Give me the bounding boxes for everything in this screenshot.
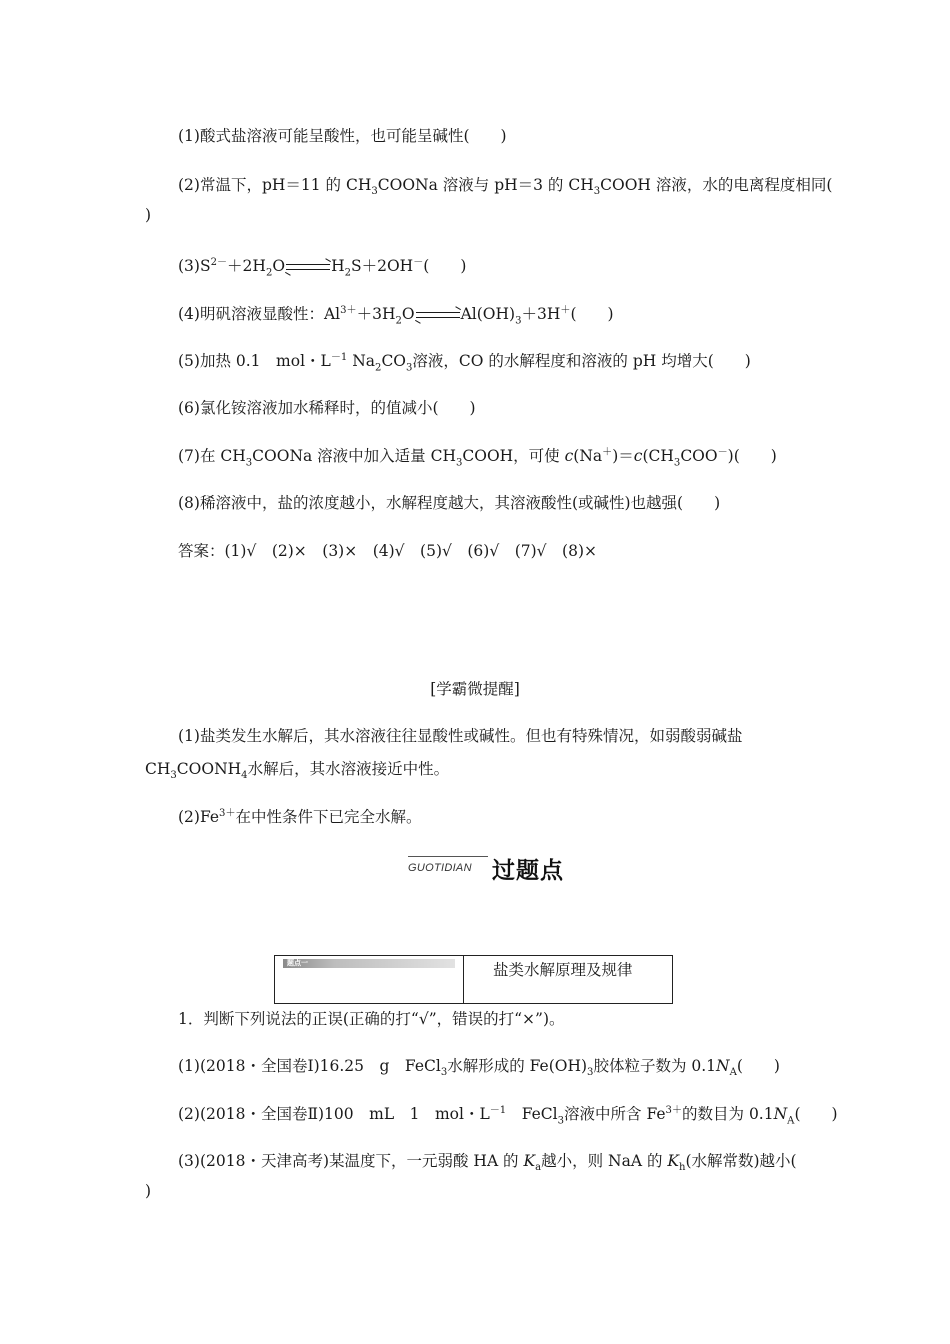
- tip-paragraph-1: (1)盐类发生水解后，其水溶液往往显酸性或碱性。但也有特殊情况，如弱酸弱碱盐: [178, 727, 743, 745]
- banner-rule: [408, 856, 488, 857]
- question-1: (1)(2018・全国卷Ⅰ)16.25 g FeCl$_3$水解形成的 $Fe(OH)_3$胶体粒子数为 $0.1N_A$( ): [178, 1057, 780, 1079]
- item-2: (2)常温下，pH＝11 的 $CH_3COONa$ 溶液与 pH＝3 的 $CH_3COOH$ 溶液，水的电离程度相同(: [178, 176, 833, 198]
- item-6: (6)氯化铵溶液加水稀释时，的值减小( ): [178, 399, 476, 417]
- question-3-tail: ): [145, 1182, 152, 1200]
- section-banner: [408, 852, 578, 882]
- item-3: $(3)S^{2-}+2H_2O$ $H_2S+2OH^-$( ): [178, 257, 467, 279]
- item-4: (4)明矾溶液显酸性：$Al^{3+}+3H_2O$ $Al(OH)_3+3H^+$( ): [178, 305, 614, 327]
- topic-badge: 题点一: [283, 959, 455, 968]
- question-stem: 1．判断下列说法的正误(正确的打“√”，错误的打“×”)。: [178, 1010, 565, 1028]
- item-5: (5)加热 0.1 mol・$L^{-1}$ $Na_2CO_3$溶液，CO 的水解程度和溶液的 pH 均增大( ): [178, 352, 751, 374]
- question-3: (3)(2018・天津高考)某温度下，一元弱酸 HA 的 $K_a$越小，则 NaA 的 $K_h$(水解常数)越小(: [178, 1152, 797, 1174]
- answer-line: 答案：(1)√ (2)× (3)× (4)√ (5)√ (6)√ (7)√ (8)×: [178, 542, 597, 560]
- banner-english: GUOTIDIAN: [408, 862, 472, 874]
- item-7: (7)在 $CH_3COONa$ 溶液中加入适量 $CH_3COOH$，可使 $c(Na^+)=c(CH_3COO^-)$( ): [178, 447, 777, 469]
- tip-title: [学霸微提醒]: [430, 680, 520, 698]
- tip-paragraph-2: $(2)Fe^{3+}$在中性条件下已完全水解。: [178, 808, 422, 827]
- banner-title: 过题点: [492, 858, 564, 884]
- topic-title: 盐类水解原理及规律: [493, 961, 633, 979]
- item-1: (1)酸式盐溶液可能呈酸性，也可能呈碱性( ): [178, 127, 507, 145]
- tip-paragraph-1-cont: $CH_3COONH_4$水解后，其水溶液接近中性。: [145, 760, 450, 782]
- item-8: (8)稀溶液中，盐的浓度越小，水解程度越大，其溶液酸性(或碱性)也越强( ): [178, 494, 721, 512]
- topic-badge-cell: [275, 956, 464, 1003]
- item-2-tail: ): [145, 206, 152, 224]
- equilibrium-arrow-icon: [416, 310, 460, 320]
- question-2: (2)(2018・全国卷Ⅱ)100 mL 1 mol・$L^{-1}$ FeCl$_3$溶液中所含 $Fe^{3+}$的数目为 $0.1N_A$( ): [178, 1105, 838, 1127]
- equilibrium-arrow-icon: [286, 262, 330, 272]
- topic-table: [274, 955, 673, 1004]
